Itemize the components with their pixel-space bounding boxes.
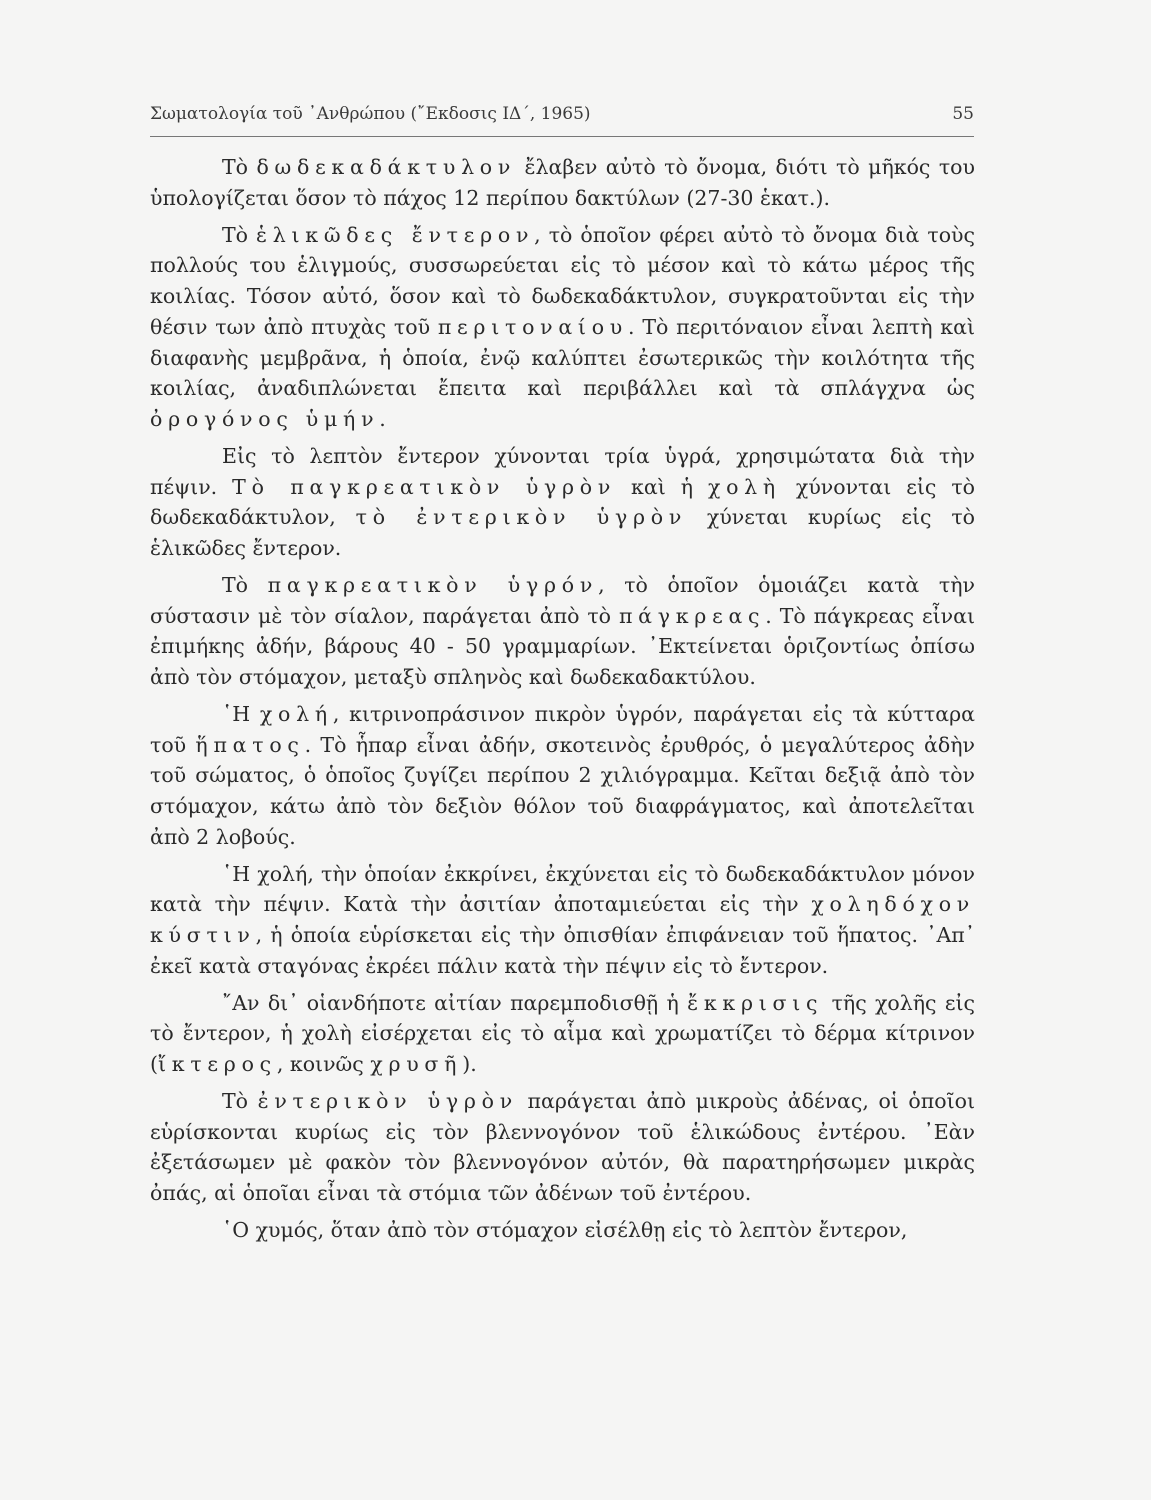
text-run: χύνεται κυρίως εἰς τὸ ἑλικῶδες ἔντερον. xyxy=(150,505,975,560)
text-run: Εἰς τὸ λεπτὸν ἔντερον χύνονται τρία ὑγρά, χρησιμώτατα διὰ τὴν πέψιν. xyxy=(150,443,975,499)
text-run: . Τὸ πάγκρεας εἶναι ἐπιμήκης ἀδήν, βάρους 40 - 50 γραμμαρίων. ᾿Εκτείνεται ὁριζοντίως ὀπίσω ἀπὸ τὸν στόμαχον, μεταξὺ σπληνὸς καὶ δωδεκαδακτύλου. xyxy=(150,603,975,689)
paragraph xyxy=(150,220,975,435)
text-run: τῆς χολῆς εἰς τὸ ἔντερον, ἡ χολὴ εἰσέρχεται εἰς τὸ αἷμα καὶ χρωματίζει τὸ δέρμα κίτρινον ( xyxy=(150,990,975,1076)
text-run: Τὸ xyxy=(222,1088,258,1113)
spaced-term: πάγκρεας xyxy=(618,603,766,628)
spaced-term: Τὸ παγκρεατικὸν ὑγρὸν xyxy=(232,474,617,499)
paragraph xyxy=(150,1215,975,1246)
text-run: καὶ ἡ xyxy=(616,474,708,499)
spaced-term: ἴκτερος xyxy=(158,1052,277,1076)
paragraph xyxy=(150,859,975,982)
text-run: . Τὸ περιτόναιον εἶναι λεπτὴ καὶ διαφανὴς μεμβρᾶνα, ἡ ὁποία, ἐνῷ καλύπτει ἐσωτερικῶς τὴν κοιλότητα τῆς κοιλίας, ἀναδιπλώνεται ἔπειτα καὶ περιβάλλει καὶ τὰ σπλάγχνα ὡς xyxy=(150,314,975,401)
spaced-term: ἐντερικὸν ὑγρὸν xyxy=(257,1088,518,1113)
text-run: , τὸ ὁποῖον ὁμοιάζει κατὰ τὴν σύστασιν μὲ τὸν σίαλον, παράγεται ἀπὸ τὸ xyxy=(150,572,975,628)
text-run: , κιτρινοπράσινον πικρὸν ὑγρόν, παράγεται εἰς τὰ κύτταρα τοῦ xyxy=(150,701,975,757)
spaced-term: ἥπατος xyxy=(195,732,305,757)
text-run: Τὸ xyxy=(222,572,268,597)
spaced-term: παγκρεατικὸν ὑγρόν xyxy=(267,572,599,597)
text-run: Τὸ xyxy=(222,155,257,179)
text-run: ῎Αν δι᾿ οἱανδήποτε αἰτίαν παρεμποδισθῇ ἡ xyxy=(222,990,688,1015)
paragraph xyxy=(150,152,975,214)
text-run: ἔλαβεν αὐτὸ τὸ ὄνομα, διότι τὸ μῆκός του ὑπολογίζεται ὅσον τὸ πάχος 12 περίπου δακτύλων (27-30 ἑκατ.). xyxy=(150,155,975,210)
body-text xyxy=(150,152,975,1252)
text-run: , ἡ ὁποία εὑρίσκεται εἰς τὴν ὀπισθίαν ἐπιφάνειαν τοῦ ἥπατος. ᾿Απ᾿ ἐκεῖ κατὰ σταγόνας ἐκρέει πάλιν κατὰ τὴν πέψιν εἰς τὸ ἔντερον. xyxy=(150,923,975,978)
text-run: ῾Η xyxy=(222,701,260,726)
text-run: . xyxy=(379,407,386,431)
text-run: ). xyxy=(462,1052,477,1076)
text-run: , κοινῶς xyxy=(276,1052,371,1076)
spaced-term: ἑλικῶδες ἔντερον xyxy=(256,222,535,247)
spaced-term: χοληδόχον κύστιν xyxy=(150,892,975,947)
spaced-term: χολὴ xyxy=(707,474,781,499)
text-run: ῾Ο χυμός, ὅταν ἀπὸ τὸν στόμαχον εἰσέλθῃ εἰς τὸ λεπτὸν ἔντερον, xyxy=(222,1217,908,1242)
text-run: χύνονται εἰς τὸ δωδεκαδάκτυλον, xyxy=(150,474,975,530)
spaced-term: δωδεκαδάκτυλον xyxy=(256,155,517,179)
running-title: Σωματολογία τοῦ ᾿Ανθρώπου (῎Εκδοσις ΙΔ΄, 1965) xyxy=(150,104,591,124)
paragraph xyxy=(150,699,975,853)
text-run: , τὸ ὁποῖον φέρει αὐτὸ τὸ ὄνομα διὰ τοὺς πολλούς του ἑλιγμούς, συσσωρεύεται εἰς τὸ μέσον καὶ τὸ κάτω μέρος τῆς κοιλίας. Τόσον αὐτό, ὅσον καὶ τὸ δωδεκαδάκτυλον, συγκρατοῦνται εἰς τὴν θέσιν των ἀπὸ πτυχὰς τοῦ xyxy=(150,222,975,339)
spaced-term: χολή xyxy=(259,701,333,726)
paragraph xyxy=(150,988,975,1080)
page-number: 55 xyxy=(952,104,974,124)
paragraph xyxy=(150,441,975,564)
paragraph xyxy=(150,1086,975,1209)
spaced-term: ὀρογόνος ὑμήν xyxy=(150,407,380,431)
text-run: Τὸ xyxy=(222,222,257,247)
text-run: ῾Η χολή, τὴν ὁποίαν ἐκκρίνει, ἐκχύνεται εἰς τὸ δωδεκαδάκτυλον μόνον κατὰ τὴν πέψιν. Κατὰ τὴν ἀσιτίαν ἀποταμιεύεται εἰς τὴν xyxy=(150,861,975,917)
spaced-term: ἔκκρισις xyxy=(687,990,824,1015)
spaced-term: περιτοναίου xyxy=(437,314,628,339)
spaced-term: χρυσῆ xyxy=(370,1052,463,1076)
paragraph xyxy=(150,570,975,693)
spaced-term: τὸ ἐντερικὸν ὑγρὸν xyxy=(355,505,688,530)
text-run: παράγεται ἀπὸ μικροὺς ἀδένας, οἱ ὁποῖοι εὑρίσκονται κυρίως εἰς τὸν βλεννογόνον τοῦ ἑλικώδους ἐντέρου. ᾿Εὰν ἐξετάσωμεν μὲ φακὸν τὸν βλεννογόνον αὐτόν, θὰ παρατηρήσωμεν μικρὰς ὀπάς, αἱ ὁποῖαι εἶναι τὰ στόμια τῶν ἀδένων τοῦ ἐντέρου. xyxy=(150,1088,975,1205)
page-header xyxy=(150,100,974,137)
text-run: . Τὸ ἧπαρ εἶναι ἀδήν, σκοτεινὸς ἐρυθρός, ὁ μεγαλύτερος ἀδὴν τοῦ σώματος, ὁ ὁποῖος ζυγίζει περίπου 2 χιλιόγραμμα. Κεῖται δεξιᾷ ἀπὸ τὸν στόμαχον, κάτω ἀπὸ τὸν δεξιὸν θόλον τοῦ διαφράγματος, καὶ ἀποτελεῖται ἀπὸ 2 λοβούς. xyxy=(150,732,975,849)
